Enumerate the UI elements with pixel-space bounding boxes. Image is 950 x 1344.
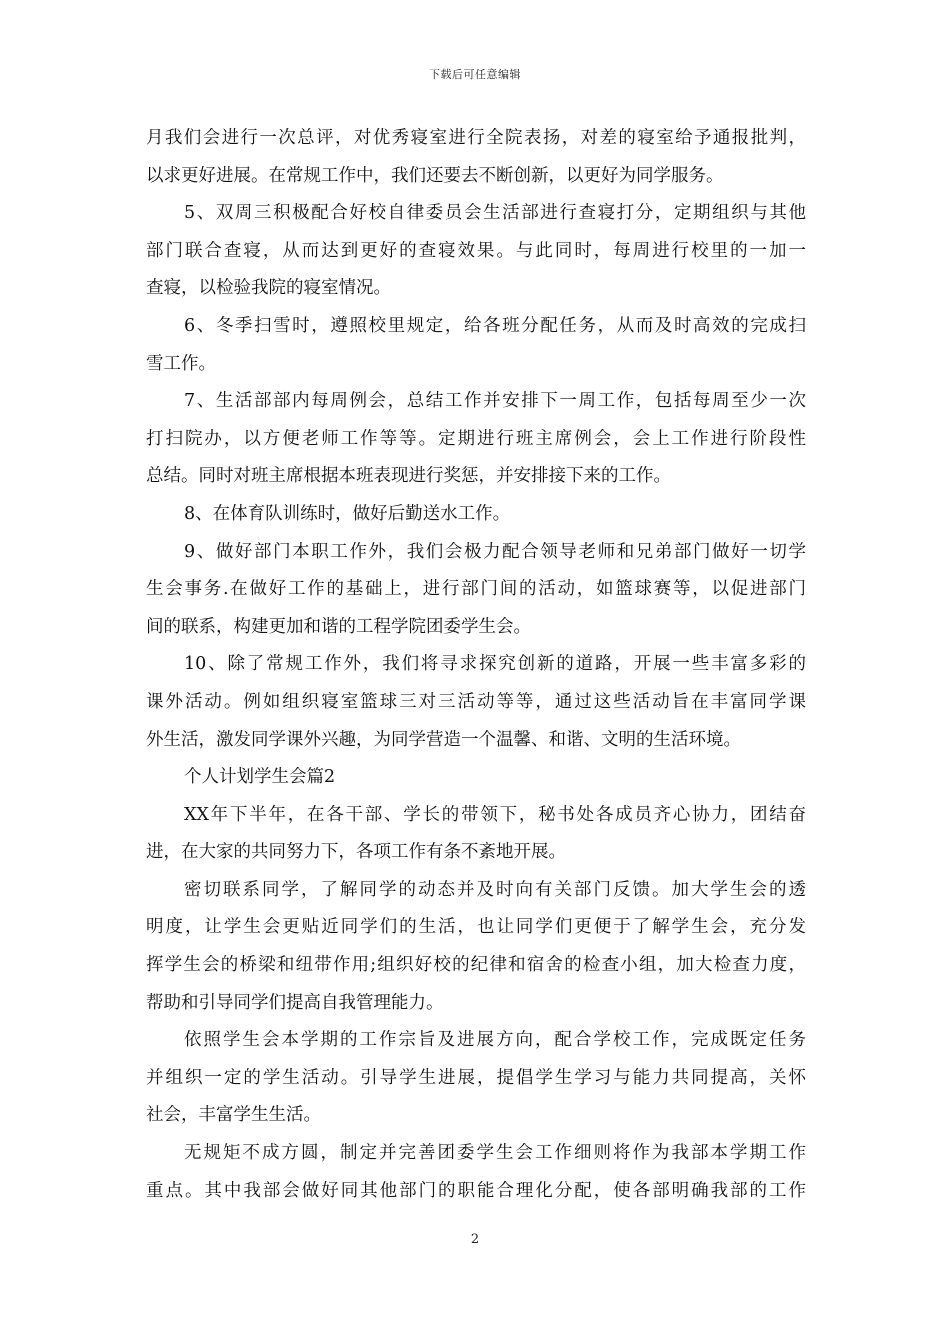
text-line: 并组织一定的学生活动。引导学生进展，提倡学生学习与能力共同提高，关怀 [146,1067,806,1088]
text-line: 无规矩不成方圆，制定并完善团委学生会工作细则将作为我部本学期工作 [184,1143,806,1164]
text-line: 课外活动。例如组织寝室篮球三对三活动等等，通过这些活动旨在丰富同学课 [146,691,806,712]
page-number: 2 [470,1232,480,1247]
text-line: 月我们会进行一次总评，对优秀寝室进行全院表扬，对差的寝室给予通报批判， [146,128,806,148]
text-line: 生会事务.在做好工作的基础上，进行部门间的活动，如篮球赛等，以促进部门 [146,579,806,600]
text-line: 7、生活部部内每周例会，总结工作并安排下一周工作，包括每周至少一次 [184,391,806,412]
text-line: 雪工作。 [146,353,216,374]
text-line: 帮助和引导同学们提高自我管理能力。 [146,992,444,1013]
text-line: 重点。其中我部会做好同其他部门的职能合理化分配，使各部明确我部的工作 [146,1180,806,1201]
text-line: 6、冬季扫雪时，遵照校里规定，给各班分配任务，从而及时高效的完成扫 [184,315,806,336]
text-line: 查寝，以检验我院的寝室情况。 [146,278,391,299]
text-line: 社会，丰富学生生活。 [146,1105,321,1126]
text-line: 密切联系同学，了解同学的动态并及时向有关部门反馈。加大学生会的透 [184,879,806,900]
text-line: 进，在大家的共同努力下，各项工作有条不紊地开展。 [146,842,566,863]
text-line: 以求更好进展。在常规工作中，我们还要去不断创新，以更好为同学服务。 [146,165,724,186]
text-line: 依照学生会本学期的工作宗旨及进展方向，配合学校工作，完成既定任务 [184,1030,806,1051]
page-header: 下载后可任意编辑 [429,68,521,81]
text-line: 8、在体育队训练时，做好后勤送水工作。 [184,503,511,524]
text-line: 总结。同时对班主席根据本班表现进行奖惩，并安排接下来的工作。 [146,466,671,487]
text-line: 部门联合查寝，从而达到更好的查寝效果。与此同时，每周进行校里的一加一 [146,240,806,261]
text-line: XX年下半年，在各干部、学长的带领下，秘书处各成员齐心协力，团结奋 [184,804,806,825]
document-body [146,120,806,1210]
text-line: 9、做好部门本职工作外，我们会极力配合领导老师和兄弟部门做好一切学 [184,541,806,562]
text-line: 5、双周三积极配合好校自律委员会生活部进行查寝打分，定期组织与其他 [184,203,806,224]
text-line: 挥学生会的桥梁和纽带作用;组织好校的纪律和宿舍的检查小组，加大检查力度， [146,955,806,976]
text-line: 10、除了常规工作外，我们将寻求探究创新的道路，开展一些丰富多彩的 [184,654,806,675]
section-heading: 个人计划学生会篇2 [184,767,336,788]
text-line: 打扫院办，以方便老师工作等等。定期进行班主席例会，会上工作进行阶段性 [146,428,806,449]
text-line: 间的联系，构建更加和谐的工程学院团委学生会。 [146,616,531,637]
text-line: 明度，让学生会更贴近同学们的生活，也让同学们更便于了解学生会，充分发 [146,917,806,938]
text-line: 外生活，激发同学课外兴趣，为同学营造一个温馨、和谐、文明的生活环境。 [146,729,741,750]
